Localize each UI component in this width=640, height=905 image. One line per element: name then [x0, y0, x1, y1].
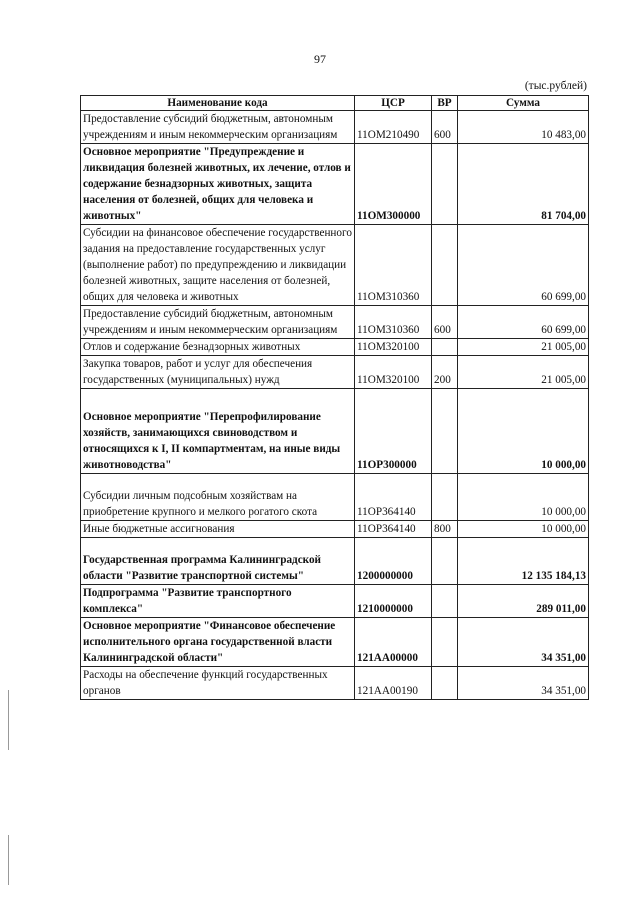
- row-sum: 21 005,00: [458, 356, 589, 389]
- row-vr: [432, 667, 458, 700]
- scan-edge-mark: [8, 690, 9, 750]
- row-vr: [432, 225, 458, 306]
- row-csr: 11ОМ320100: [355, 339, 432, 356]
- table-row: [81, 144, 589, 225]
- table-row: [81, 667, 589, 700]
- table-row: [81, 339, 589, 356]
- row-name: Основное мероприятие "Финансовое обеспечение исполнительного органа государственной власти Калининградской области": [81, 618, 355, 667]
- row-sum: 12 135 184,13: [458, 538, 589, 585]
- table-row: [81, 618, 589, 667]
- row-name: Подпрограмма "Развитие транспортного комплекса": [81, 585, 355, 618]
- row-vr: 600: [432, 111, 458, 144]
- row-name: Предоставление субсидий бюджетным, автономным учреждениям и иным некоммерческим организациям: [81, 111, 355, 144]
- row-sum: 21 005,00: [458, 339, 589, 356]
- row-sum: 60 699,00: [458, 306, 589, 339]
- row-sum: 10 000,00: [458, 474, 589, 521]
- row-sum: 10 000,00: [458, 521, 589, 538]
- header-name: Наименование кода: [81, 96, 355, 111]
- table-row: [81, 521, 589, 538]
- row-vr: [432, 144, 458, 225]
- row-csr: 11ОМ310360: [355, 225, 432, 306]
- header-csr: ЦСР: [355, 96, 432, 111]
- row-csr: 121АА00000: [355, 618, 432, 667]
- row-vr: [432, 474, 458, 521]
- scan-edge-mark: [8, 835, 9, 885]
- table-row: [81, 225, 589, 306]
- table-row: [81, 306, 589, 339]
- row-csr: 1210000000: [355, 585, 432, 618]
- row-csr: 11ОМ310360: [355, 306, 432, 339]
- row-sum: 34 351,00: [458, 618, 589, 667]
- row-csr: 11ОР364140: [355, 521, 432, 538]
- table-row: [81, 585, 589, 618]
- row-csr: 11ОР300000: [355, 389, 432, 474]
- row-csr: 121АА00190: [355, 667, 432, 700]
- row-name: Субсидии личным подсобным хозяйствам на приобретение крупного и мелкого рогатого скота: [81, 474, 355, 521]
- table-row: [81, 538, 589, 585]
- row-name: Основное мероприятие "Предупреждение и ликвидация болезней животных, их лечение, отлов и содержание безнадзорных животных, защита населения от болезней, общих для человека и животных": [81, 144, 355, 225]
- row-sum: 10 000,00: [458, 389, 589, 474]
- row-sum: 60 699,00: [458, 225, 589, 306]
- row-vr: [432, 538, 458, 585]
- row-sum: 10 483,00: [458, 111, 589, 144]
- row-vr: 200: [432, 356, 458, 389]
- row-vr: [432, 618, 458, 667]
- row-csr: 11ОМ320100: [355, 356, 432, 389]
- row-vr: [432, 389, 458, 474]
- row-csr: 11ОМ300000: [355, 144, 432, 225]
- table-row: [81, 389, 589, 474]
- row-vr: 800: [432, 521, 458, 538]
- row-csr: 1200000000: [355, 538, 432, 585]
- row-name: Предоставление субсидий бюджетным, автономным учреждениям и иным некоммерческим организациям: [81, 306, 355, 339]
- row-csr: 11ОР364140: [355, 474, 432, 521]
- row-name: Закупка товаров, работ и услуг для обеспечения государственных (муниципальных) нужд: [81, 356, 355, 389]
- row-name: Отлов и содержание безнадзорных животных: [81, 339, 355, 356]
- page-number: 97: [314, 52, 326, 66]
- row-vr: [432, 339, 458, 356]
- row-name: Иные бюджетные ассигнования: [81, 521, 355, 538]
- row-name: Основное мероприятие "Перепрофилирование хозяйств, занимающихся свиноводством и относящихся к I, II компартментам, на иные виды животноводства": [81, 389, 355, 474]
- row-name: Субсидии на финансовое обеспечение государственного задания на предоставление государственных услуг (выполнение работ) по предупреждению и ликвидации болезней животных, защите населения от болезней, общих для человека и животных: [81, 225, 355, 306]
- row-name: Расходы на обеспечение функций государственных органов: [81, 667, 355, 700]
- row-sum: 34 351,00: [458, 667, 589, 700]
- row-sum: 289 011,00: [458, 585, 589, 618]
- table-row: [81, 474, 589, 521]
- table-row: [81, 111, 589, 144]
- row-vr: 600: [432, 306, 458, 339]
- table-row: [81, 356, 589, 389]
- table-header-row: [81, 96, 589, 111]
- header-vr: ВР: [432, 96, 458, 111]
- row-name: Государственная программа Калининградской области "Развитие транспортной системы": [81, 538, 355, 585]
- budget-table: [80, 95, 589, 700]
- header-sum: Сумма: [458, 96, 589, 111]
- row-sum: 81 704,00: [458, 144, 589, 225]
- row-csr: 11ОМ210490: [355, 111, 432, 144]
- units-label: (тыс.рублей): [524, 80, 587, 92]
- row-vr: [432, 585, 458, 618]
